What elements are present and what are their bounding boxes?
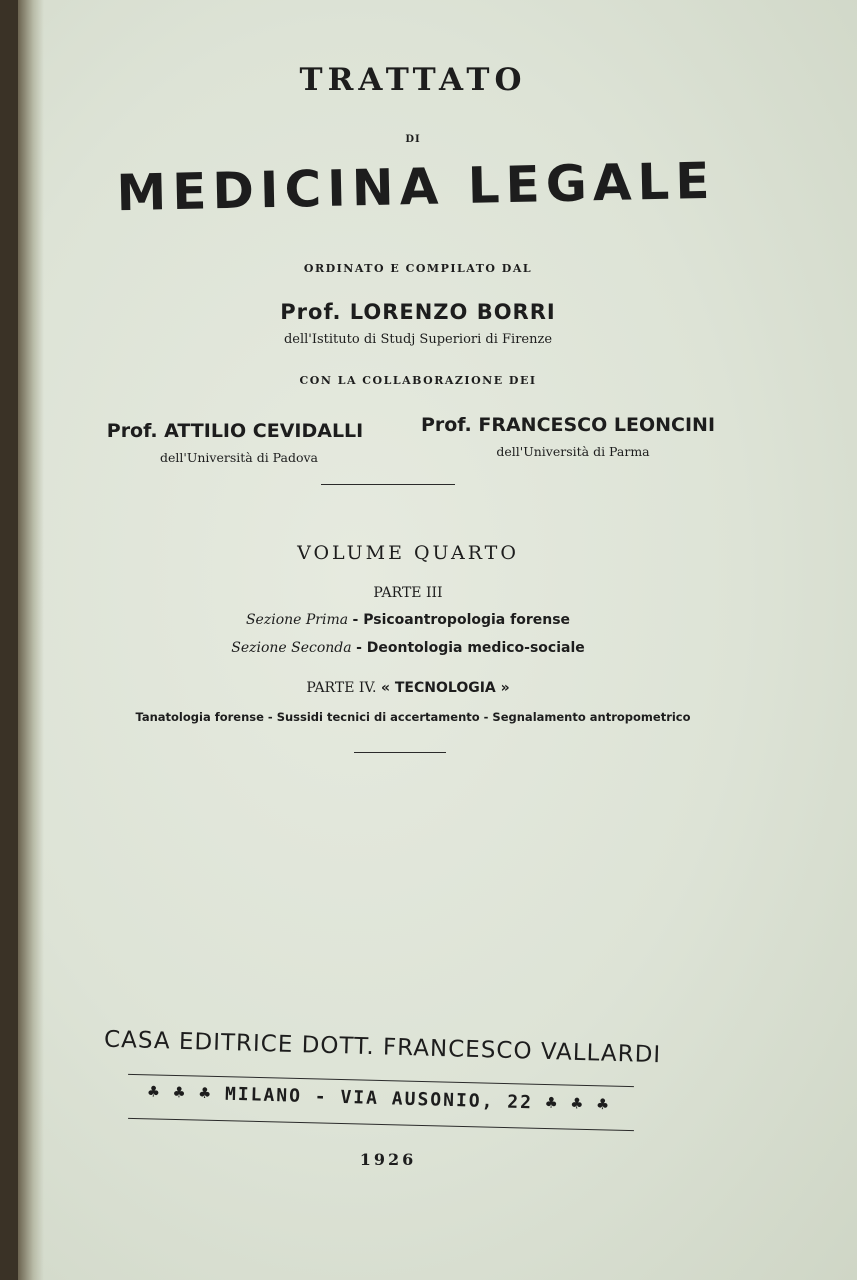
section-two-label: Sezione Seconda bbox=[231, 640, 352, 656]
part-three-heading: PARTE III bbox=[373, 585, 443, 601]
part-four-title: « TECNOLOGIA » bbox=[380, 680, 510, 696]
part-four-heading bbox=[18, 680, 798, 696]
collaborator-right-affiliation: dell'Università di Parma bbox=[496, 444, 650, 459]
section-one bbox=[18, 612, 798, 628]
publication-year: 1926 bbox=[359, 1150, 417, 1169]
publisher-address: ♣ ♣ ♣ MILANO - VIA AUSONIO, 22 ♣ ♣ ♣ bbox=[147, 1081, 611, 1116]
divider-rule-small bbox=[354, 752, 446, 753]
part-four-subjects: Tanatologia forense - Sussidi tecnici di accertamento - Segnalamento antropometrico bbox=[135, 710, 691, 724]
part-four-label: PARTE IV. bbox=[306, 680, 377, 696]
divider-rule bbox=[321, 484, 455, 485]
collaborator-left-affiliation: dell'Università di Padova bbox=[159, 450, 319, 465]
editor-intro: ORDINATO E COMPILATO DAL bbox=[303, 262, 533, 275]
section-one-title: - Psicoantropologia forense bbox=[352, 612, 571, 628]
title-line2: DI bbox=[405, 134, 421, 145]
section-two-title: - Deontologia medico-sociale bbox=[356, 640, 585, 656]
editor-affiliation: dell'Istituto di Studj Superiori di Firenze bbox=[283, 332, 553, 347]
main-title: MEDICINA LEGALE bbox=[115, 151, 717, 223]
section-one-label: Sezione Prima bbox=[245, 612, 349, 628]
collaborators-intro: CON LA COLLABORAZIONE DEI bbox=[299, 374, 537, 387]
collaborator-left-name: Prof. ATTILIO CEVIDALLI bbox=[106, 420, 364, 442]
publisher-name: CASA EDITRICE DOTT. FRANCESCO VALLARDI bbox=[103, 1026, 662, 1069]
imprint-rule-bottom bbox=[128, 1118, 634, 1131]
editor-name: Prof. LORENZO BORRI bbox=[280, 300, 556, 324]
collaborator-right-name: Prof. FRANCESCO LEONCINI bbox=[420, 414, 716, 436]
title-line1: TRATTATO bbox=[299, 62, 527, 98]
volume-title: VOLUME QUARTO bbox=[297, 542, 519, 564]
section-two bbox=[18, 640, 798, 656]
title-page bbox=[18, 0, 857, 1280]
